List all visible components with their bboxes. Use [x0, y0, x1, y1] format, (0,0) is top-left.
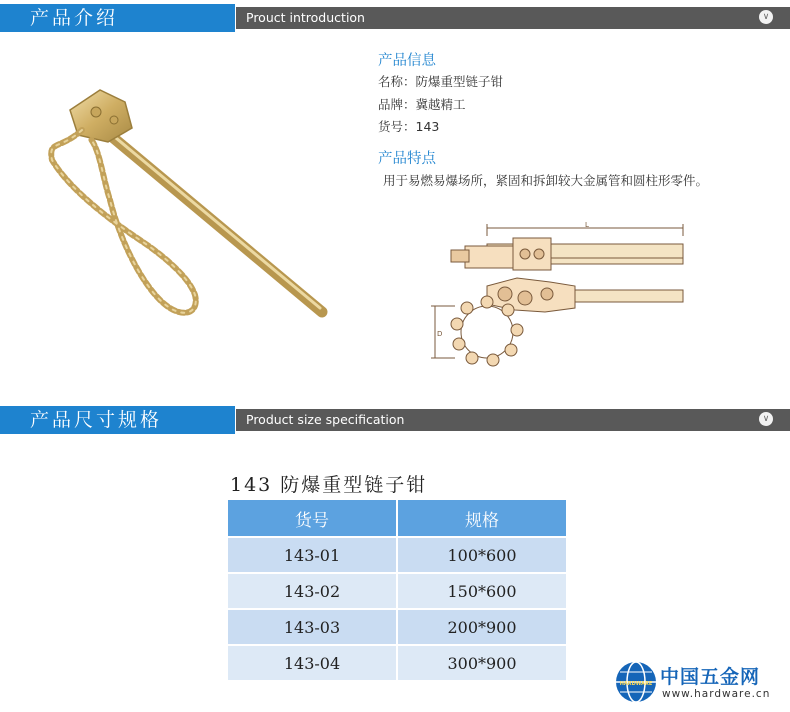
table-row: [227, 645, 567, 681]
intro-section-header: [0, 4, 790, 32]
cell-spec: 200*900: [397, 609, 567, 645]
cell-item-no: 143-03: [227, 609, 397, 645]
chevron-down-icon[interactable]: ∨: [759, 412, 773, 426]
globe-icon: [614, 660, 658, 704]
cell-item-no: 143-04: [227, 645, 397, 681]
spec-section-header: [0, 406, 790, 434]
diagram-label-d: D: [437, 330, 443, 338]
spec-title-cn: 产品尺寸规格: [0, 406, 235, 434]
product-features-text: 用于易燃易爆场所，紧固和拆卸较大金属管和圆柱形零件。: [383, 173, 709, 188]
table-header-row: [227, 499, 567, 537]
product-info-heading: 产品信息: [378, 53, 436, 69]
table-row: [227, 609, 567, 645]
spec-table-title: 143 防爆重型链子钳: [230, 474, 428, 496]
cell-spec: 300*900: [397, 645, 567, 681]
diagram-label-l: L: [585, 222, 589, 229]
spec-title-en: Product size specification: [236, 409, 790, 431]
chevron-down-icon[interactable]: ∨: [759, 10, 773, 24]
logo-badge: HARDWARE: [619, 681, 653, 687]
intro-title-en: Prouct introduction: [236, 7, 790, 29]
header-spec: 规格: [397, 499, 567, 537]
header-item-no: 货号: [227, 499, 397, 537]
hardware-logo: [614, 658, 784, 706]
table-row: [227, 573, 567, 609]
product-name: 名称：防爆重型链子钳: [378, 74, 504, 89]
technical-diagram: [425, 222, 690, 372]
product-features-heading: 产品特点: [378, 151, 436, 167]
logo-url: www.hardware.cn: [662, 688, 771, 700]
cell-item-no: 143-01: [227, 537, 397, 573]
table-row: [227, 537, 567, 573]
cell-spec: 150*600: [397, 573, 567, 609]
logo-name: 中国五金网: [660, 666, 761, 688]
product-brand: 品牌：冀越精工: [378, 97, 466, 112]
spec-table: [226, 498, 568, 682]
product-item-no: 货号：143: [378, 119, 440, 134]
cell-spec: 100*600: [397, 537, 567, 573]
intro-title-cn: 产品介绍: [0, 4, 235, 32]
cell-item-no: 143-02: [227, 573, 397, 609]
product-photo: [30, 80, 330, 340]
